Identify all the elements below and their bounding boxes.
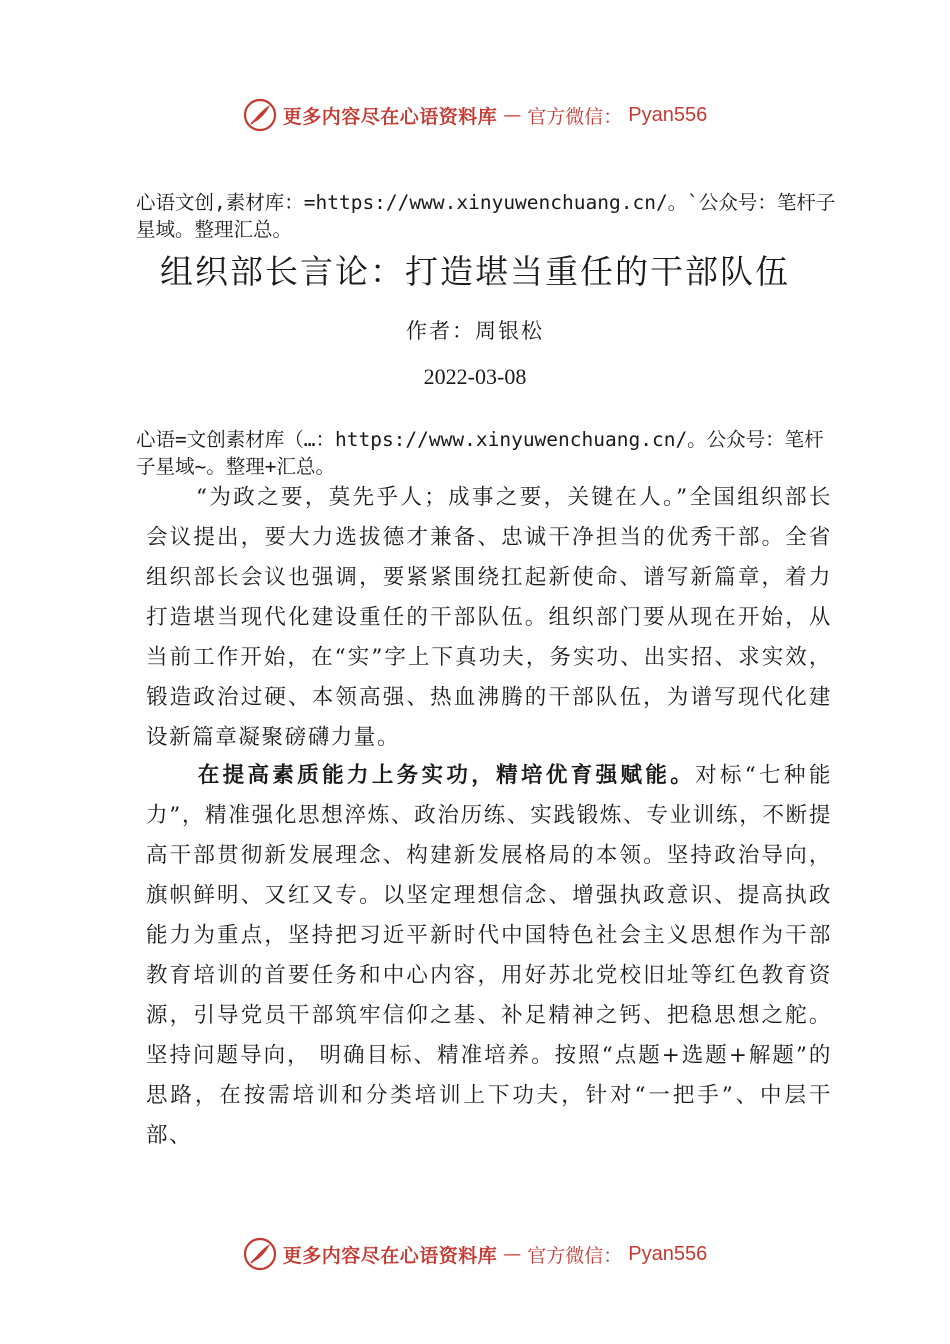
footer-wechat-label: 官方微信： (527, 1244, 623, 1267)
footer-brand-text: 更多内容尽在心语资料库 (282, 1244, 498, 1267)
article-author: 作者：周银松 (406, 319, 544, 343)
quill-logo-icon (243, 1237, 277, 1271)
paragraph-2 (146, 756, 832, 1156)
watermark-top: 心语文创,素材库：=https://www.xinyuwenchuang.cn/。`公众号：笔杆子星域。整理汇总。 (136, 191, 836, 241)
banner-wechat-id: Pyan556 (628, 103, 708, 126)
paragraph-2-lead: 在提高素质能力上务实功，精培优育强赋能。 (196, 763, 696, 788)
footer-separator: — (503, 1243, 522, 1265)
banner-brand-text: 更多内容尽在心语资料库 (282, 105, 498, 128)
banner-separator: — (503, 104, 522, 126)
article-title: 组织部长言论：打造堪当重任的干部队伍 (160, 252, 790, 291)
footer-wechat-id: Pyan556 (628, 1242, 708, 1265)
paragraph-1-text: “为政之要，莫先乎人；成事之要，关键在人。”全国组织部长会议提出，要大力选拔德才兼备、忠诚干净担当的优秀干部。全省组织部长会议也强调，要紧紧围绕扛起新使命、谱写新篇章，着力打造堪当现代化建设重任的干部队伍。组织部门要从现在开始，从当前工作开始，在“实”字上下真功夫，务实功、出实招、求实效，锻造政治过硬、本领高强、热血沸腾的干部队伍，为谱写现代化建设新篇章凝聚磅礴力量。 (146, 485, 832, 750)
article-date: 2022-03-08 (423, 364, 527, 389)
paragraph-1 (146, 478, 832, 758)
watermark-mid: 心语=文创素材库（…：https://www.xinyuwenchuang.cn/。公众号：笔杆子星域~。整理+汇总。 (136, 428, 824, 478)
header-banner (0, 95, 950, 135)
paragraph-2-text: 对标“七种能力”，精准强化思想淬炼、政治历练、实践锻炼、专业训练，不断提高干部贯彻新发展理念、构建新发展格局的本领。坚持政治导向，旗帜鲜明、又红又专。以坚定理想信念、增强执政意识、提高执政能力为重点，坚持把习近平新时代中国特色社会主义思想作为干部教育培训的首要任务和中心内容，用好苏北党校旧址等红色教育资源，引导党员干部筑牢信仰之基、补足精神之钙、把稳思想之舵。坚持问题导向， 明确目标、精准培养。按照“点题+选题+解题”的思路，在按需培训和分类培训上下功夫，针对“一把手”、中层干部、 (146, 763, 832, 1148)
quill-logo-icon (243, 98, 277, 132)
banner-wechat-label: 官方微信： (527, 105, 623, 128)
footer-banner (0, 1234, 950, 1274)
